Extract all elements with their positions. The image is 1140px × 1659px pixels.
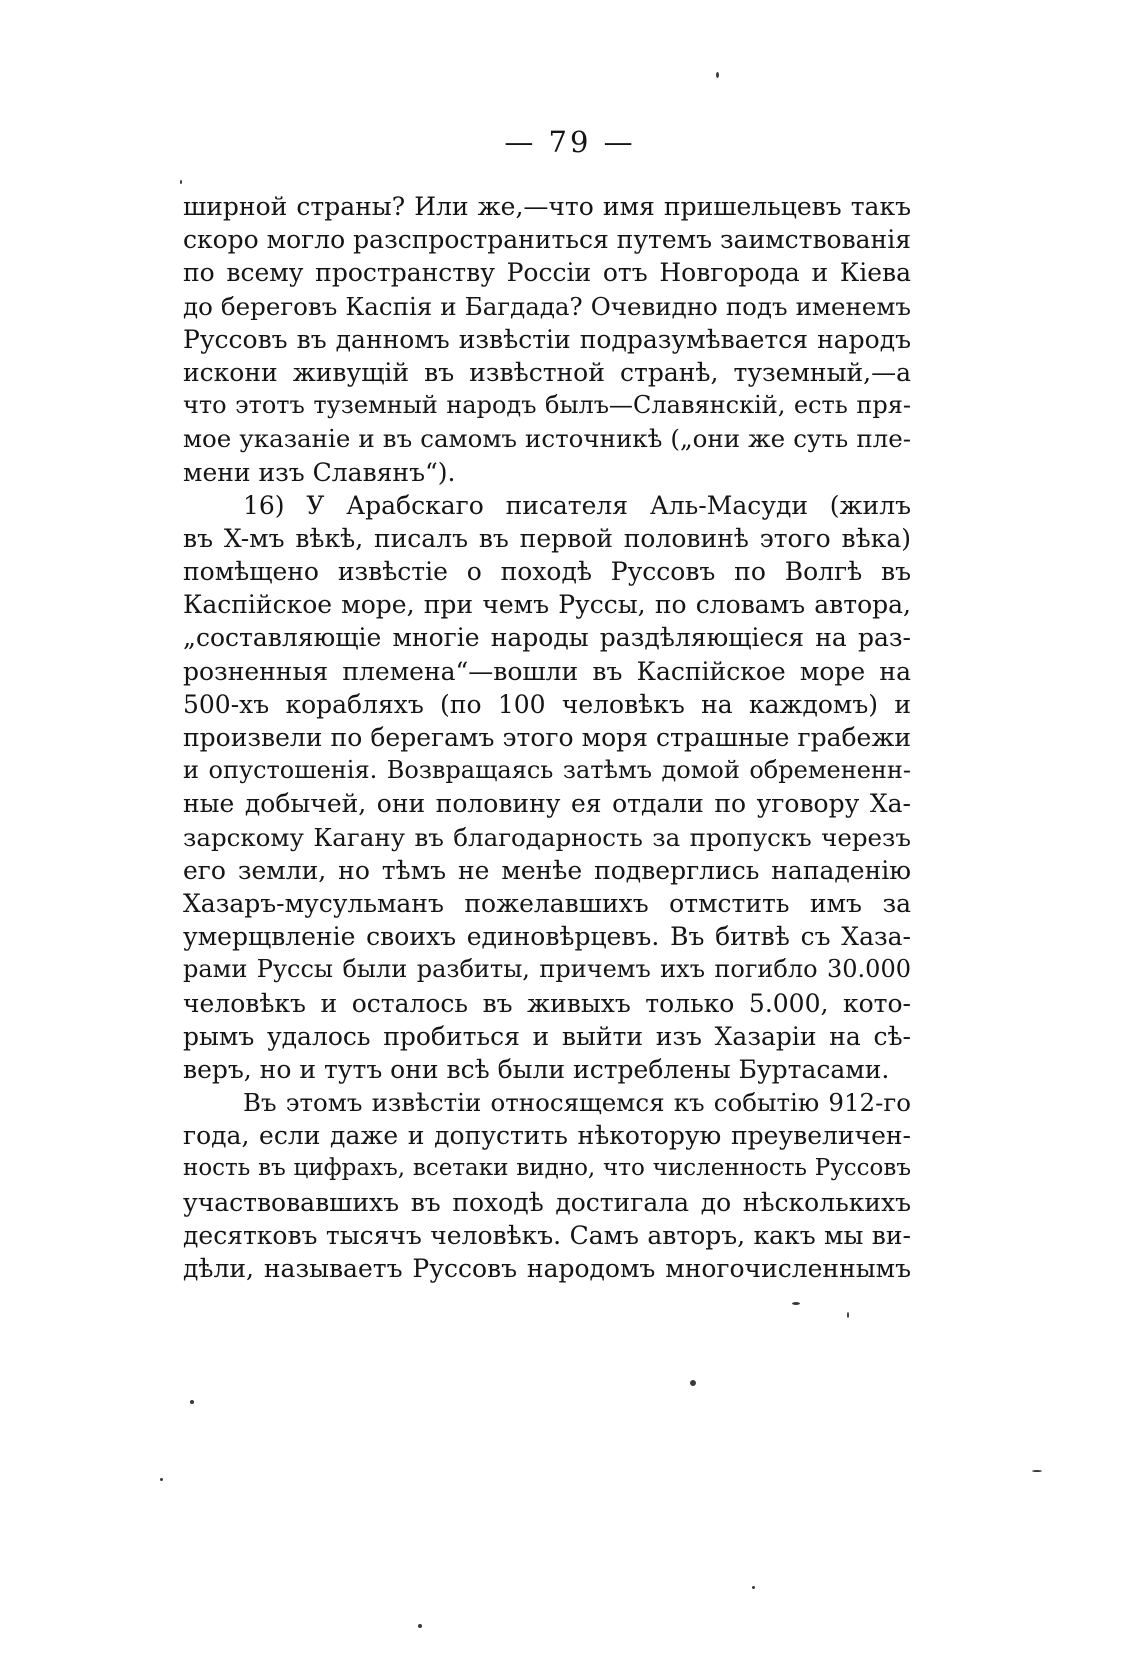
scan-speck xyxy=(190,1400,194,1404)
text-line: мое указаніе и въ самомъ источникѣ („они же суть пле- xyxy=(183,424,911,454)
text-line: произвели по берегамъ этого моря страшные грабежи xyxy=(183,723,911,752)
text-line: и опустошенія. Возвращаясь затѣмъ домой обремененн- xyxy=(183,756,911,785)
text-line: умерщвленіе своихъ единовѣрцевъ. Въ битвѣ съ Хаза- xyxy=(183,922,911,952)
scan-speck xyxy=(180,180,182,184)
text-line: десятковъ тысячъ человѣкъ. Самъ авторъ, какъ мы ви- xyxy=(183,1220,911,1250)
paragraph-end-line: веръ, но и тутъ они всѣ были истреблены Буртасами. xyxy=(183,1054,890,1084)
text-line: до береговъ Каспія и Багдада? Очевидно подъ именемъ xyxy=(183,291,911,321)
paragraph-end-line: мени изъ Славянъ“). xyxy=(183,457,456,487)
text-line: по всему пространству Россіи отъ Новгорода и Кіева xyxy=(183,258,911,288)
text-line: рами Руссы были разбиты, причемъ ихъ погибло 30.000 xyxy=(183,955,911,984)
text-line: помѣщено извѣстіе о походѣ Руссовъ по Волгѣ въ xyxy=(183,557,911,587)
text-line: его земли, но тѣмъ не менѣе подверглись нападенію xyxy=(183,855,911,885)
scan-speck xyxy=(792,1302,800,1305)
scan-speck xyxy=(716,72,719,78)
scan-speck xyxy=(752,1586,755,1589)
text-line: человѣкъ и осталось въ живыхъ только 5.000, кото- xyxy=(183,988,911,1018)
text-line: года, если даже и допустить нѣкоторую преувеличен- xyxy=(183,1121,911,1151)
text-line: рымъ удалось пробиться и выйти изъ Хазаріи на сѣ- xyxy=(183,1021,911,1051)
text-line: ные добычей, они половину ея отдали по уговору Ха- xyxy=(183,789,911,819)
scan-speck xyxy=(1032,1470,1042,1472)
scan-speck xyxy=(690,1380,696,1386)
text-line: участвовавшихъ въ походѣ достигала до нѣсколькихъ xyxy=(183,1187,911,1217)
text-line: Хазаръ-мусульманъ пожелавшихъ отмстить имъ за xyxy=(183,888,911,918)
text-line: ширной страны? Или же,—что имя пришельцевъ такъ xyxy=(183,192,911,221)
scan-speck xyxy=(160,1478,163,1481)
paragraph-start-line: 16) У Арабскаго писателя Аль-Масуди (жилъ xyxy=(243,490,911,520)
text-line: скоро могло разспространиться путемъ заимствованія xyxy=(183,225,911,255)
page-number: — 79 — xyxy=(504,125,636,159)
text-line: искони живущій въ извѣстной странѣ, туземный,—а xyxy=(183,357,911,387)
paragraph-start-line: Въ этомъ извѣстіи относящемся къ событію 912-го xyxy=(243,1088,911,1118)
text-line: „составляющіе многіе народы раздѣляющіеся на раз- xyxy=(183,623,911,653)
scan-speck xyxy=(847,1312,849,1318)
text-line: что этотъ туземный народъ былъ—Славянскій, есть пря- xyxy=(183,391,911,420)
text-line: Каспійское море, при чемъ Руссы, по словамъ автора, xyxy=(183,590,911,620)
text-line: въ X-мъ вѣкѣ, писалъ въ первой половинѣ этого вѣка) xyxy=(183,523,911,553)
text-line: ность въ цифрахъ, всетаки видно, что численность Руссовъ xyxy=(183,1155,911,1182)
text-line: дѣли, называетъ Руссовъ народомъ многочисленнымъ xyxy=(183,1254,911,1283)
scan-speck xyxy=(418,1624,422,1628)
page-body-text xyxy=(183,190,911,1285)
text-line: зарскому Кагану въ благодарность за пропускъ черезъ xyxy=(183,822,911,852)
text-line: Руссовъ въ данномъ извѣстіи подразумѣвается народъ xyxy=(183,324,911,354)
text-line: 500-хъ корабляхъ (по 100 человѣкъ на каждомъ) и xyxy=(183,689,911,719)
text-line: розненныя племена“—вошли въ Каспійское море на xyxy=(183,656,911,686)
